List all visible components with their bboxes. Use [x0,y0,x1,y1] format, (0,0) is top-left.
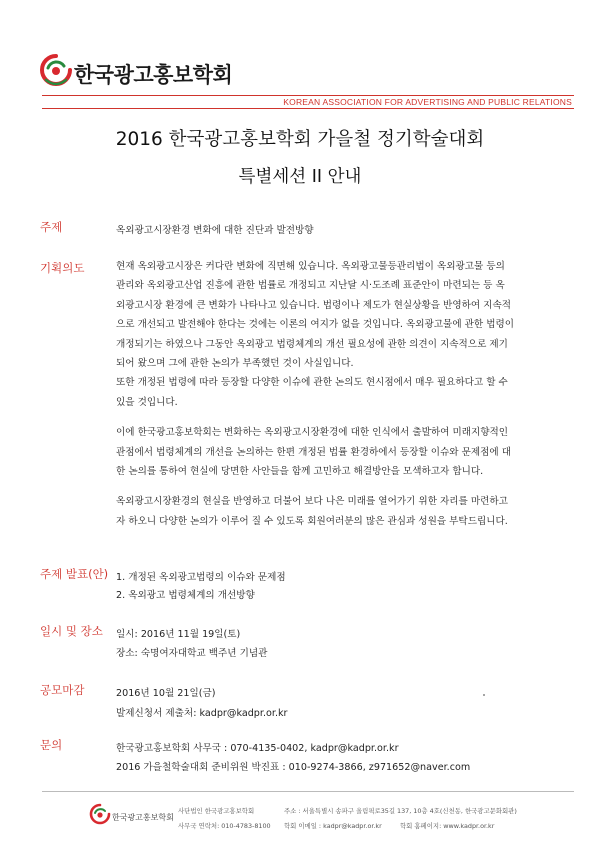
footer-phone: 사무국 연락처: 010-4783-8100 [178,822,271,830]
header-divider [42,95,574,96]
logo-emblem-icon [38,52,74,92]
presentation-item: 1. 개정된 옥외광고법령의 이슈와 문제점 [116,572,286,583]
footer-address: 주소 : 서울특별시 송파구 올림픽로35길 137, 10층 4호(신천동, 한국광고문화회관) [284,807,517,815]
schedule-label: 일시 및 장소 [40,624,103,638]
deadline-submission: 발제신청서 제출처: kadpr@kadpr.or.kr [116,708,288,719]
purpose-body [116,257,568,531]
purpose-line: 외광고시장 환경에 큰 변화가 나타나고 있습니다. 법령이나 제도가 현실상황을 반영하여 지속적 [116,299,511,311]
deadline-date: 2016년 10월 21일(금) [116,688,216,699]
purpose-line: 한 논의를 통하여 현실에 당면한 사안들을 함께 고민하고 해결방안을 모색하고자 합니다. [116,466,484,478]
page-subtitle: 특별세션 II 안내 [238,167,362,187]
purpose-label: 기획의도 [40,261,85,275]
contact-office: 한국광고홍보학회 사무국 : 070-4135-0402, kadpr@kadpr.or.kr [116,743,399,754]
header-org-name: 한국광고홍보학회 [74,63,233,87]
topic-label: 주제 [40,220,63,234]
purpose-line: 옥외광고시장환경의 현실을 반영하고 더불어 보다 나은 미래를 열어가기 위한 자리를 마련하고 [116,496,508,508]
header-divider-bottom [42,108,574,109]
purpose-line: 개정되기는 하였으나 그동안 옥외광고 법령체계의 개선 필요성에 관한 의견이 지속적으로 제기 [116,338,508,350]
contact-label: 문의 [40,738,63,752]
topic-value: 옥외광고시장환경 변화에 대한 진단과 발전방향 [116,225,314,236]
footer-divider [42,791,574,792]
purpose-line: 으로 개선되고 발전해야 한다는 것에는 이론의 여지가 없을 것입니다. 옥외광고물에 관한 법령이 [116,319,515,331]
schedule-date: 일시: 2016년 11월 19일(토) [116,629,241,640]
deadline-label: 공모마감 [40,683,85,697]
header-english-name: KOREAN ASSOCIATION FOR ADVERTISING AND PUBLIC RELATIONS [283,97,572,107]
footer-logo-emblem-icon [88,802,112,826]
presentations-label: 주제 발표(안) [40,567,109,581]
purpose-line: 또한 개정된 법령에 따라 등장할 다양한 이슈에 관한 논의도 현시점에서 매우 필요하다고 할 수 [116,377,508,389]
footer-email: 학회 이메일 : kadpr@kadpr.or.kr [284,822,382,830]
purpose-line: 되어 왔으며 그에 관한 논의가 부족했던 것이 사실입니다. [116,358,354,370]
page-title: 2016 한국광고홍보학회 가을철 정기학술대회 [115,129,485,150]
purpose-line: 현재 옥외광고시장은 커다란 변화에 직면해 있습니다. 옥외광고물등관리법이 옥외광고물 등의 [116,261,505,272]
purpose-line: 있을 것입니다. [116,396,178,408]
purpose-line: 이에 한국광고홍보학회는 변화하는 옥외광고시장환경에 대한 인식에서 출발하여 미래지향적인 [116,427,509,439]
contact-committee: 2016 가을철학술대회 준비위원 박진표 : 010-9274-3866, z971652@naver.com [116,762,471,773]
purpose-line: 관점에서 법령체계의 개선을 논의하는 한편 개정된 법률 환경하에서 등장할 이슈와 문제점에 대 [116,446,511,458]
footer-logo [88,802,112,826]
footer-org: 사단법인 한국광고홍보학회 [178,807,255,815]
footer-logo-text: 한국광고홍보학회 [112,813,174,822]
footer-homepage: 학회 홈페이지: www.kadpr.or.kr [400,822,495,830]
presentation-item: 2. 옥외광고 법령체계의 개선방향 [116,590,255,601]
purpose-line: 관리와 옥외광고산업 진흥에 관한 법률로 개정되고 지난달 시·도조례 표준안이 마련되는 등 옥 [116,280,505,292]
purpose-line: 자 하오니 다양한 논의가 이루어 질 수 있도록 회원여러분의 많은 관심과 성원을 부탁드립니다. [116,515,508,527]
schedule-place: 장소: 숙명여자대학교 백주년 기념관 [116,648,268,659]
decorative-dot [483,694,485,696]
